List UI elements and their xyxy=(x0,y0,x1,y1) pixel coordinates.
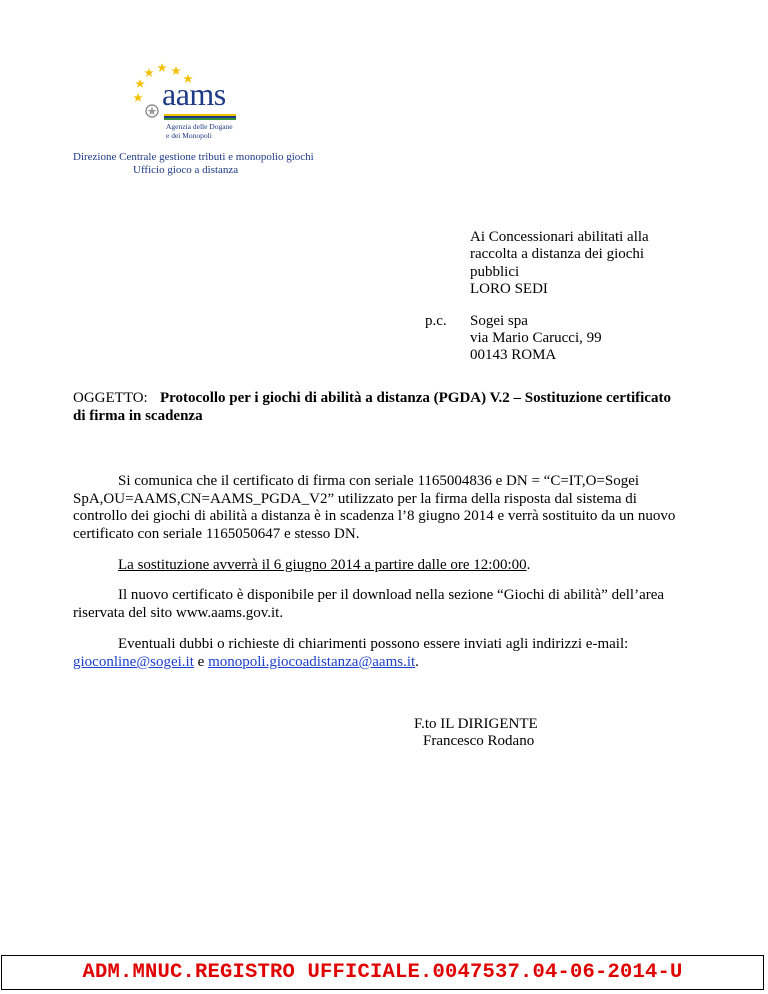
replacement-date: La sostituzione avverrà il 6 giugno 2014 a partire dalle ore 12:00:00 xyxy=(118,557,527,573)
p4-line1: Eventuali dubbi o richieste di chiarimenti possono essere inviati agli indirizzi e-mail: xyxy=(118,636,629,652)
recipient-line1: Ai Concessionari abilitati alla xyxy=(470,229,649,245)
subject-text-line2: di firma in scadenza xyxy=(73,408,203,424)
subject-label: OGGETTO: xyxy=(73,390,148,406)
email-connector: e xyxy=(193,654,209,670)
cc-prefix: p.c. xyxy=(425,313,447,329)
p4-line2 xyxy=(73,654,419,672)
p4-end: . xyxy=(415,654,419,670)
email-link-aams[interactable]: monopoli.giocoadistanza@aams.it xyxy=(208,654,416,670)
cc-city: 00143 ROMA xyxy=(470,347,557,363)
replacement-end: . xyxy=(526,557,531,573)
signature-title: F.to IL DIRIGENTE xyxy=(414,716,538,732)
recipient-line3: pubblici xyxy=(470,264,520,280)
p3-line1: Il nuovo certificato è disponibile per il download nella sezione “Giochi di abilità” dell’area xyxy=(118,587,665,603)
recipient-line4: LORO SEDI xyxy=(470,281,548,297)
header-office: Ufficio gioco a distanza xyxy=(133,164,239,176)
header-direction: Direzione Centrale gestione tributi e monopolio giochi xyxy=(73,151,314,163)
brand-color-bars xyxy=(164,114,236,120)
paragraph-replacement xyxy=(118,557,530,575)
agency-logo xyxy=(134,62,254,144)
brand-name: aams xyxy=(162,76,226,112)
p1-line4: certificato con seriale 1165050647 e stesso DN. xyxy=(73,526,360,542)
recipient-line2: raccolta a distanza dei giochi xyxy=(470,246,645,262)
p3-line2: riservata del sito www.aams.gov.it. xyxy=(73,605,284,621)
subject-text-line1: Protocollo per i giochi di abilità a distanza (PGDA) V.2 – Sostituzione certificato xyxy=(160,390,671,406)
brand-subtitle xyxy=(166,122,233,140)
brand-subtitle-line2: e dei Monopoli xyxy=(166,131,212,140)
signature-name: Francesco Rodano xyxy=(423,733,535,749)
emblem-icon xyxy=(145,104,159,118)
p1-line2: SpA,OU=AAMS,CN=AAMS_PGDA_V2” utilizzato per la firma della risposta dal sistema di xyxy=(73,491,637,507)
cc-name: Sogei spa xyxy=(470,313,528,329)
email-link-sogei[interactable]: gioconline@sogei.it xyxy=(73,654,194,670)
cc-address: via Mario Carucci, 99 xyxy=(470,330,602,346)
p1-line3: controllo dei giochi di abilità a distanza è in scadenza l’8 giugno 2014 e verrà sostituito da un nuovo xyxy=(73,508,676,524)
protocol-stamp xyxy=(1,955,764,990)
p1-line1: Si comunica che il certificato di firma con seriale 1165004836 e DN = “C=IT,O=Sogei xyxy=(118,473,640,489)
brand-subtitle-line1: Agenzia delle Dogane xyxy=(166,122,233,131)
protocol-number: ADM.MNUC.REGISTRO UFFICIALE.0047537.04-06-2014-U xyxy=(82,961,683,984)
